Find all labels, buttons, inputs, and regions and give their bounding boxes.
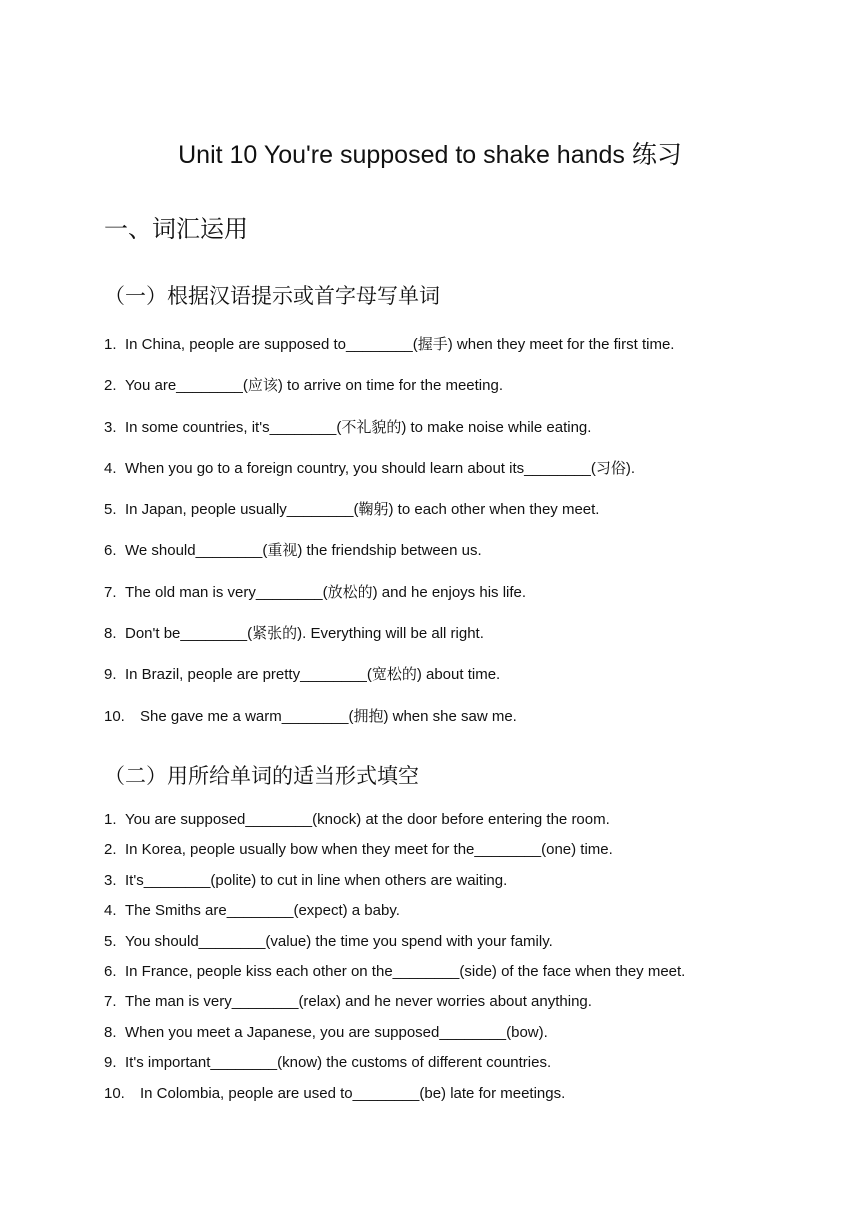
question-number: 6.: [104, 542, 117, 560]
question-number: 3.: [104, 871, 117, 889]
part2-question-list: [104, 809, 685, 1113]
question-text: When you meet a Japanese, you are supposed________(bow).: [125, 1023, 548, 1041]
question-number: 7.: [104, 993, 117, 1011]
question-item: [104, 664, 674, 705]
question-text: In France, people kiss each other on the________(side) of the face when they meet.: [125, 962, 686, 980]
question-number: 9.: [104, 1054, 117, 1072]
question-text: In some countries, it's________(不礼貌的) to make noise while eating.: [125, 418, 592, 436]
part2-heading: （二）用所给单词的适当形式填空: [104, 765, 419, 788]
question-item: [104, 991, 685, 1021]
question-number: 2.: [104, 841, 117, 859]
question-item: [104, 623, 674, 664]
question-item: [104, 458, 674, 499]
question-text: You are supposed________(knock) at the door before entering the room.: [125, 811, 610, 828]
section-heading-vocabulary: 一、词汇运用: [104, 216, 248, 243]
question-item: [104, 931, 685, 961]
question-text: She gave me a warm________(拥抱) when she saw me.: [140, 707, 517, 725]
question-text: Don't be________(紧张的). Everything will be all right.: [125, 625, 484, 643]
question-number: 7.: [104, 583, 117, 601]
question-text: It's________(polite) to cut in line when others are waiting.: [125, 871, 508, 889]
question-item: [104, 809, 685, 839]
question-number: 6.: [104, 962, 117, 980]
question-text: In Colombia, people are used to________(be) late for meetings.: [140, 1084, 566, 1102]
question-number: 10.: [104, 707, 125, 725]
question-number: 8.: [104, 1023, 117, 1041]
question-text: It's important________(know) the customs of different countries.: [125, 1054, 552, 1072]
question-number: 9.: [104, 666, 117, 684]
question-number: 10.: [104, 1084, 125, 1102]
question-text: The Smiths are________(expect) a baby.: [125, 902, 400, 920]
question-text: You should________(value) the time you spend with your family.: [125, 932, 553, 950]
question-number: 8.: [104, 625, 117, 643]
question-number: 5.: [104, 501, 117, 519]
question-text: When you go to a foreign country, you should learn about its________(习俗).: [125, 459, 636, 477]
question-text: In Brazil, people are pretty________(宽松的) about time.: [125, 666, 501, 684]
question-item: [104, 961, 685, 991]
page-title: Unit 10 You're supposed to shake hands 练习: [178, 141, 682, 169]
question-text: You are________(应该) to arrive on time for the meeting.: [125, 377, 503, 395]
question-item: [104, 417, 674, 458]
question-number: 1.: [104, 336, 117, 353]
question-item: [104, 499, 674, 540]
question-number: 1.: [104, 811, 117, 828]
part1-question-list: [104, 334, 674, 747]
question-text: The man is very________(relax) and he never worries about anything.: [125, 993, 592, 1011]
question-item: [104, 706, 674, 747]
question-number: 2.: [104, 377, 117, 395]
question-item: [104, 582, 674, 623]
question-item: [104, 1052, 685, 1082]
question-text: We should________(重视) the friendship between us.: [125, 542, 482, 560]
question-text: In Korea, people usually bow when they meet for the________(one) time.: [125, 841, 613, 859]
question-item: [104, 1022, 685, 1052]
question-item: [104, 540, 674, 581]
question-item: [104, 375, 674, 416]
question-item: [104, 839, 685, 869]
question-number: 3.: [104, 418, 117, 436]
question-text: The old man is very________(放松的) and he enjoys his life.: [125, 583, 527, 601]
part1-heading: （一）根据汉语提示或首字母写单词: [104, 285, 440, 308]
question-number: 4.: [104, 459, 117, 477]
question-item: [104, 900, 685, 930]
question-text: In Japan, people usually________(鞠躬) to each other when they meet.: [125, 501, 600, 519]
question-number: 5.: [104, 932, 117, 950]
question-item: [104, 870, 685, 900]
question-text: In China, people are supposed to________(握手) when they meet for the first time.: [125, 336, 675, 353]
question-item: [104, 334, 674, 375]
question-item: [104, 1083, 685, 1113]
question-number: 4.: [104, 902, 117, 920]
